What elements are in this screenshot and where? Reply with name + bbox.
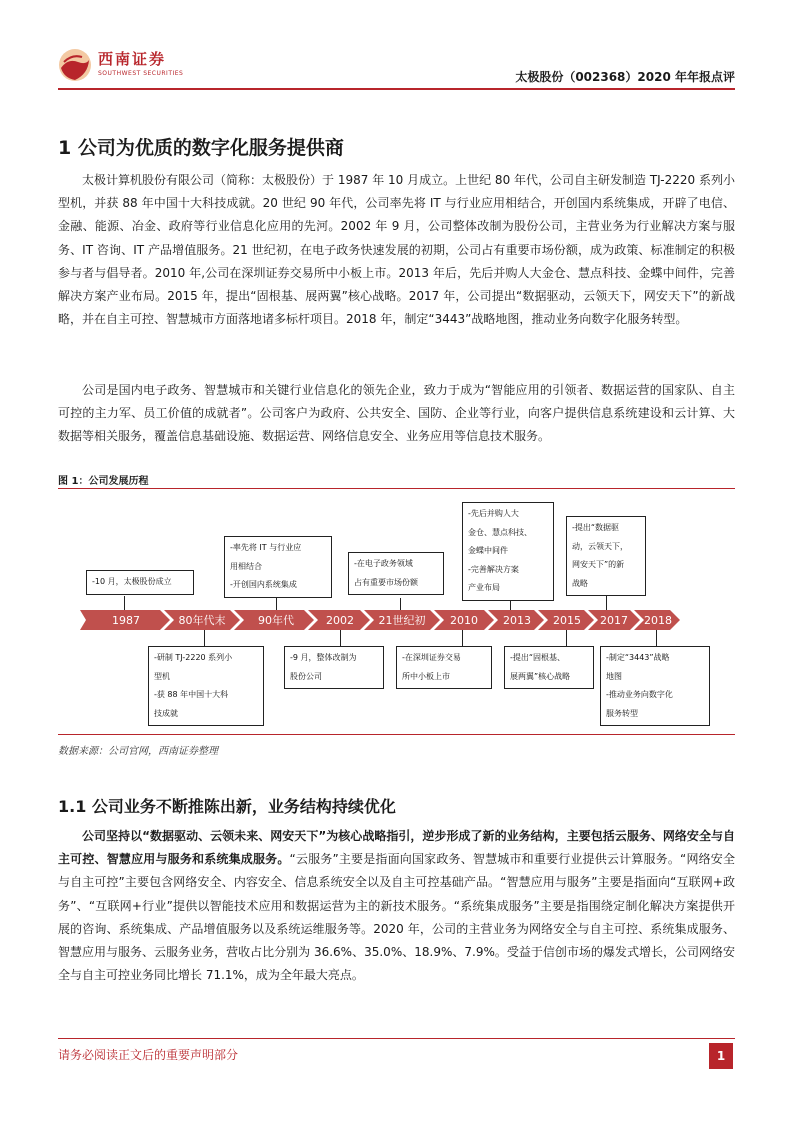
timeline-box-2017 xyxy=(566,516,646,596)
timeline-connector xyxy=(606,596,607,610)
timeline-node-2015: 2015 xyxy=(553,613,581,627)
page-number: 1 xyxy=(709,1043,733,1069)
timeline-box-21c xyxy=(348,552,444,595)
section-1-1-paragraph xyxy=(58,825,735,987)
timeline-box-line: 所中小板上市 xyxy=(402,671,450,681)
timeline-node-1987: 1987 xyxy=(112,613,140,627)
logo-company-en: SOUTHWEST SECURITIES xyxy=(98,70,184,77)
timeline-connector xyxy=(276,598,277,610)
timeline-node-90s: 90年代 xyxy=(258,614,294,627)
figure-bottom-divider xyxy=(58,734,735,735)
footer-divider xyxy=(58,1038,735,1039)
timeline-connector xyxy=(204,630,205,646)
timeline-box-line: 型机 xyxy=(154,671,170,681)
timeline-node-2013: 2013 xyxy=(503,613,531,627)
section-1-1-heading: 1.1 公司业务不断推陈出新，业务结构持续优化 xyxy=(58,797,396,816)
timeline-box-line: -完善解决方案 xyxy=(468,564,519,574)
timeline-box-line: 技成就 xyxy=(154,708,178,718)
timeline-box-line: -提出“数据驱 xyxy=(572,523,620,532)
section-1-heading: 1 公司为优质的数字化服务提供商 xyxy=(58,137,344,159)
timeline-box-line: -开创国内系统集成 xyxy=(230,580,297,589)
timeline-box-line: -9 月，整体改制为 xyxy=(290,653,357,662)
timeline-box-line: 用相结合 xyxy=(230,561,262,571)
timeline-box-line: -研制 TJ-2220 系列小 xyxy=(154,653,233,662)
timeline-node-80s: 80年代末 xyxy=(178,614,226,627)
timeline-connector xyxy=(566,630,567,646)
timeline-box-line: -先后并购人大 xyxy=(468,509,519,518)
timeline-box-1987 xyxy=(86,570,194,595)
timeline-box-line: -推动业务向数字化 xyxy=(606,690,673,699)
timeline-connector xyxy=(462,630,463,646)
section-1-paragraph-1: 太极计算机股份有限公司（简称：太极股份）于 1987 年 10 月成立。上世纪 80 年代，公司自主研发制造 TJ-2220 系列小型机，并获 88 年中国十大科技成就。20 世纪 90 年代，公司率先将 IT 与行业应用相结合，开创国内系统集成，开辟了电信、金融、能源、冶金、政府等行业信息化应用的先河。2002 年 9 月，公司整体改制为股份公司，主营业务为行业解决方案与服务、IT 咨询、IT 产品增值服务。21 世纪初，在电子政务快速发展的初期，公司占有重要市场份额，成为政策、标准制定的积极参与者与倡导者。2010 年,公司在深圳证券交易所中小板上市。2013 年后，先后并购人大金仓、慧点科技、金蝶中间件，完善解决方案产业布局。2015 年，提出“固根基、展两翼”核心战略。2017 年，公司提出“数据驱动，云领天下，网安天下”的新战略，并在自主可控、智慧城市方面落地诸多标杆项目。2018 年，制定“3443”战略地图，推动业务向数字化服务转型。 xyxy=(58,173,735,327)
timeline-box-line: 动，云领天下， xyxy=(572,541,628,551)
timeline-box-line: -在深圳证券交易 xyxy=(402,653,461,662)
timeline-box-line: -制定“3443”战略 xyxy=(606,653,670,662)
logo-company-cn: 西南证券 xyxy=(98,50,167,68)
timeline-box-2002 xyxy=(284,646,384,689)
figure-title: 图 1：公司发展历程 xyxy=(58,476,149,487)
footer-disclaimer-notice: 请务必阅读正文后的重要声明部分 xyxy=(58,1048,239,1062)
timeline-box-2013 xyxy=(462,502,554,601)
timeline-box-80s xyxy=(148,646,264,726)
timeline-box-line: -获 88 年中国十大科 xyxy=(154,690,229,699)
timeline-box-line: 产业布局 xyxy=(468,583,500,592)
figure-source: 数据来源：公司官网，西南证券整理 xyxy=(58,746,218,757)
timeline-box-line: 战略 xyxy=(572,578,588,588)
header-divider xyxy=(58,88,735,90)
timeline-node-2002: 2002 xyxy=(326,613,354,627)
timeline-box-line: -在电子政务领域 xyxy=(354,559,413,568)
report-title: 太极股份（002368）2020 年年报点评 xyxy=(515,70,735,84)
timeline-node-21c: 21世纪初 xyxy=(378,614,426,627)
company-logo xyxy=(58,46,208,86)
timeline-box-line: 金蝶中间件 xyxy=(468,546,508,555)
timeline-connector xyxy=(124,596,125,610)
timeline-box-2015 xyxy=(504,646,594,689)
section-1-1-bold-lead: 公司坚持以“数据驱动、云领未来、网安天下”为核心战略指引，逆步形成了新的业务结构，主要包括云服务、网络安全与自主可控、智慧应用与服务和系统集成服务。 xyxy=(58,829,735,867)
timeline-box-2018 xyxy=(600,646,710,726)
timeline-box-line: 占有重要市场份额 xyxy=(354,577,418,587)
timeline-node-2017: 2017 xyxy=(600,613,628,627)
timeline-box-line: 网安天下”的新 xyxy=(572,560,625,569)
timeline-box-line: 金仓、慧点科技、 xyxy=(468,527,532,537)
timeline-box-90s xyxy=(224,536,332,598)
timeline-box-line: -提出“固根基、 xyxy=(510,653,566,662)
timeline-node-2018: 2018 xyxy=(644,613,672,627)
timeline-connector xyxy=(656,630,657,646)
section-1-paragraph-2: 公司是国内电子政务、智慧城市和关键行业信息化的领先企业，致力于成为“智能应用的引领者、数据运营的国家队、自主可控的主力军、员工价值的成就者”。公司客户为政府、公共安全、国防、企业等行业，向客户提供信息系统建设和云计算、大数据等相关服务，覆盖信息基础设施、数据运营、网络信息安全、业务应用等信息技术服务。 xyxy=(58,383,735,444)
timeline-box-line: -率先将 IT 与行业应 xyxy=(230,543,302,552)
timeline-connector xyxy=(400,598,401,610)
section-1-1-body: “云服务”主要是指面向国家政务、智慧城市和重要行业提供云计算服务。“网络安全与自主可控”主要包含网络安全、内容安全、信息系统安全以及自主可控基础产品。“智慧应用与服务”主要是指面向“互联网+政务”、“互联网+行业”提供以智能技术应用和数据运营为主的新技术服务。“系统集成服务”主要是指围绕定制化解决方案提供开展的咨询、系统集成、产品增值服务以及系统运维服务等。2020 年，公司的主营业务为网络安全与自主可控、系统集成服务、智慧应用与服务、云服务业务，营收占比分别为 36.6%、35.0%、18.9%、7.9%。受益于信创市场的爆发式增长，公司网络安全与自主可控业务同比增长 71.1%，成为全年最大亮点。 xyxy=(58,852,735,983)
timeline-connector xyxy=(340,630,341,646)
timeline-box-line: 展两翼”核心战略 xyxy=(510,671,571,681)
logo-emblem-icon xyxy=(58,48,92,82)
timeline-box-line: 股份公司 xyxy=(290,671,322,681)
figure-top-divider xyxy=(58,488,735,489)
timeline-node-2010: 2010 xyxy=(450,613,478,627)
timeline-box-line: 服务转型 xyxy=(606,708,638,718)
timeline-box-line: 地图 xyxy=(606,671,622,681)
timeline-connector xyxy=(510,600,511,610)
timeline-box-2010 xyxy=(396,646,492,689)
timeline-box-line: -10 月，太极股份成立 xyxy=(92,577,172,586)
